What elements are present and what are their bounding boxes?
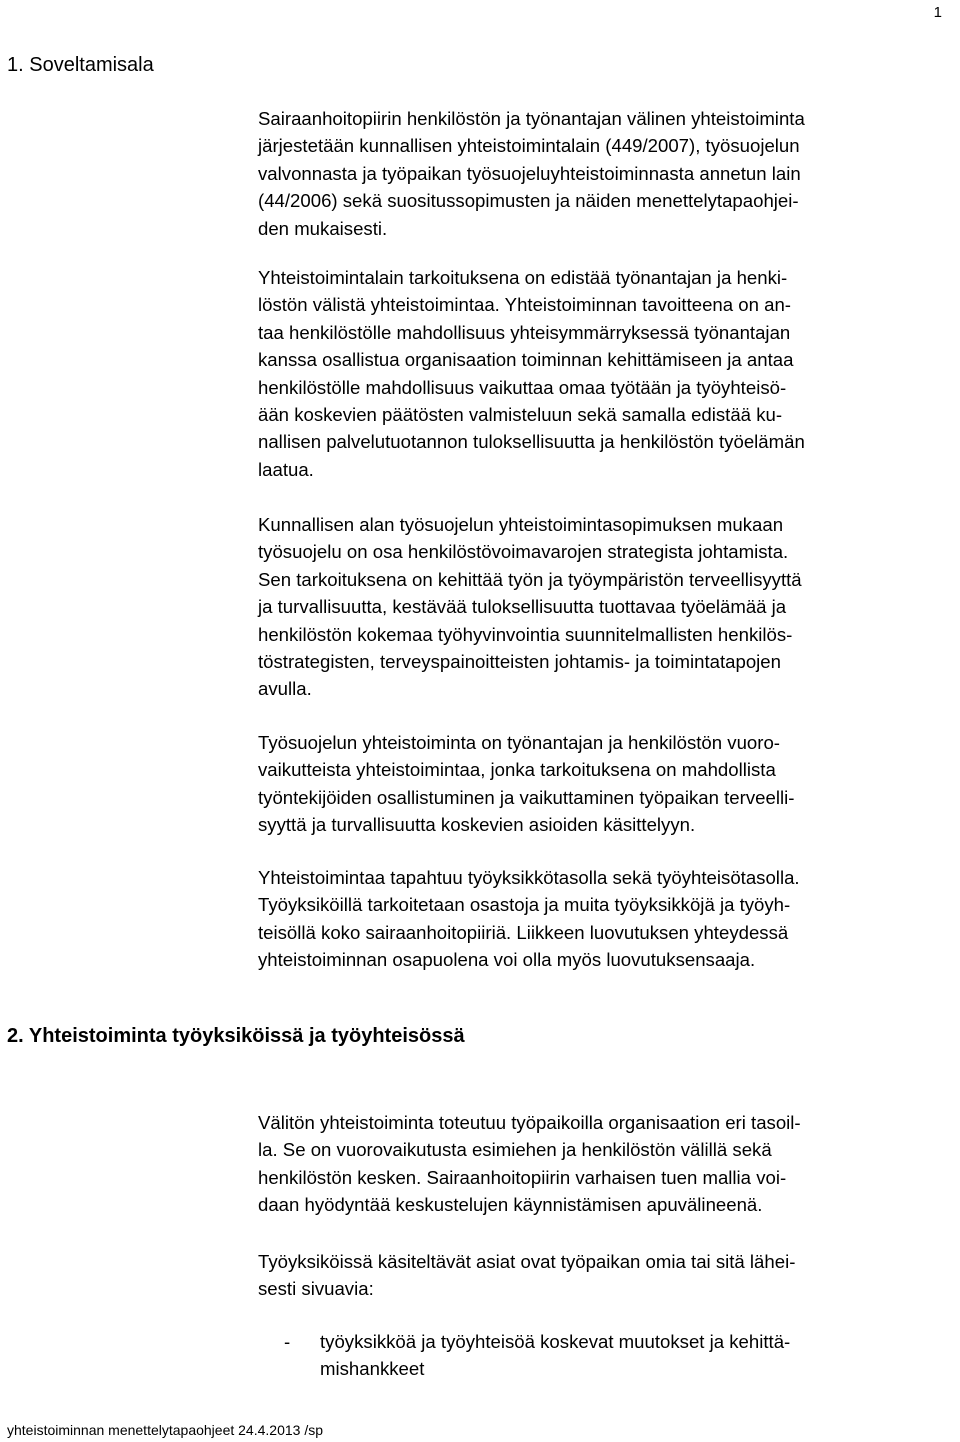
text-line: Sen tarkoituksena on kehittää työn ja työympäristön terveellisyyttä xyxy=(258,568,802,590)
list-bullet: - xyxy=(284,1331,291,1352)
text-line: den mukaisesti. xyxy=(258,217,388,239)
paragraph-cooperation-levels xyxy=(258,864,948,974)
text-line: Työsuojelun yhteistoiminta on työnantajan ja henkilöstön vuoro- xyxy=(258,732,780,753)
list-item-text xyxy=(320,1328,790,1383)
text-line: Sairaanhoitopiirin henkilöstön ja työnantajan välinen yhteistoiminta xyxy=(258,108,805,129)
text-line: työyksikköä ja työyhteisöä koskevat muutokset ja kehittä- xyxy=(320,1331,791,1352)
text-line: (44/2006) sekä suositussopimusten ja näiden menettelytapaohjei- xyxy=(258,190,799,212)
text-line: vaikutteista yhteistoimintaa, jonka tarkoituksena on mahdollista xyxy=(258,759,776,781)
text-line: laatua. xyxy=(258,458,314,480)
paragraph-scope-legislation xyxy=(258,105,948,242)
paragraph-direct-cooperation xyxy=(258,1109,948,1219)
text-line: nallisen palvelutuotannon tuloksellisuutta ja henkilöstön työelämän xyxy=(258,431,805,453)
paragraph-safety-cooperation xyxy=(258,729,948,839)
text-line: syyttä ja turvallisuutta koskevien asioiden käsittelyyn. xyxy=(258,814,696,836)
text-line: ja turvallisuutta, kestävää tuloksellisuutta tuottavaa työelämää ja xyxy=(258,596,787,618)
text-line: sesti sivuavia: xyxy=(258,1278,374,1300)
text-line: valvonnasta ja työpaikan työsuojeluyhteistoiminnasta annetun lain xyxy=(258,162,801,184)
text-line: mishankkeet xyxy=(320,1358,425,1380)
text-line: työntekijöiden osallistuminen ja vaikuttaminen työpaikan terveelli- xyxy=(258,786,795,808)
text-line: Välitön yhteistoiminta toteutuu työpaikoilla organisaation eri tasoil- xyxy=(258,1112,801,1133)
text-line: löstön välistä yhteistoimintaa. Yhteistoiminnan tavoitteena on an- xyxy=(258,294,791,316)
text-line: henkilöstölle mahdollisuus vaikuttaa omaa työtään ja työyhteisö- xyxy=(258,376,787,398)
text-line: henkilöstön kesken. Sairaanhoitopiirin varhaisen tuen mallia voi- xyxy=(258,1166,787,1188)
text-line: työsuojelu on osa henkilöstövoimavarojen strategista johtamista. xyxy=(258,541,789,563)
text-line: yhteistoiminnan osapuolena voi olla myös luovutuksensaaja. xyxy=(258,949,756,971)
text-line: henkilöstön kokemaa työhyvinvointia suunnitelmallisten henkilös- xyxy=(258,623,793,645)
paragraph-occupational-safety xyxy=(258,511,948,703)
text-line: la. Se on vuorovaikutusta esimiehen ja henkilöstön välillä sekä xyxy=(258,1139,772,1161)
text-line: kanssa osallistua organisaation toiminnan kehittämiseen ja antaa xyxy=(258,349,794,371)
text-line: töstrategisten, terveyspainoitteisten johtamis- ja toimintatapojen xyxy=(258,651,781,673)
text-line: avulla. xyxy=(258,678,312,700)
text-line: daan hyödyntää keskustelujen käynnistämisen apuvälineenä. xyxy=(258,1194,763,1216)
text-line: ään koskevien päätösten valmisteluun sekä samalla edistää ku- xyxy=(258,404,783,426)
page-number: 1 xyxy=(933,4,942,21)
text-line: taa henkilöstölle mahdollisuus yhteisymmärryksessä työnantajan xyxy=(258,321,791,343)
page-footer: yhteistoiminnan menettelytapaohjeet 24.4.2013 /sp xyxy=(7,1422,323,1438)
text-line: Työyksiköillä tarkoitetaan osastoja ja muita työyksikköjä ja työyh- xyxy=(258,894,791,916)
text-line: Yhteistoimintaa tapahtuu työyksikkötasolla sekä työyhteisötasolla. xyxy=(258,867,800,888)
text-line: Työyksiköissä käsiteltävät asiat ovat työpaikan omia tai sitä lähei- xyxy=(258,1251,796,1272)
section-2-heading: 2. Yhteistoiminta työyksiköissä ja työyhteisössä xyxy=(7,1025,465,1047)
section-1-heading: 1. Soveltamisala xyxy=(7,54,154,76)
text-line: järjestetään kunnallisen yhteistoimintalain (449/2007), työsuojelun xyxy=(258,135,800,157)
text-line: Yhteistoimintalain tarkoituksena on edistää työnantajan ja henki- xyxy=(258,267,788,288)
text-line: teisöllä koko sairaanhoitopiiriä. Liikkeen luovutuksen yhteydessä xyxy=(258,921,789,943)
paragraph-purpose xyxy=(258,264,948,483)
text-line: Kunnallisen alan työsuojelun yhteistoimintasopimuksen mukaan xyxy=(258,514,784,535)
paragraph-unit-matters xyxy=(258,1248,948,1303)
